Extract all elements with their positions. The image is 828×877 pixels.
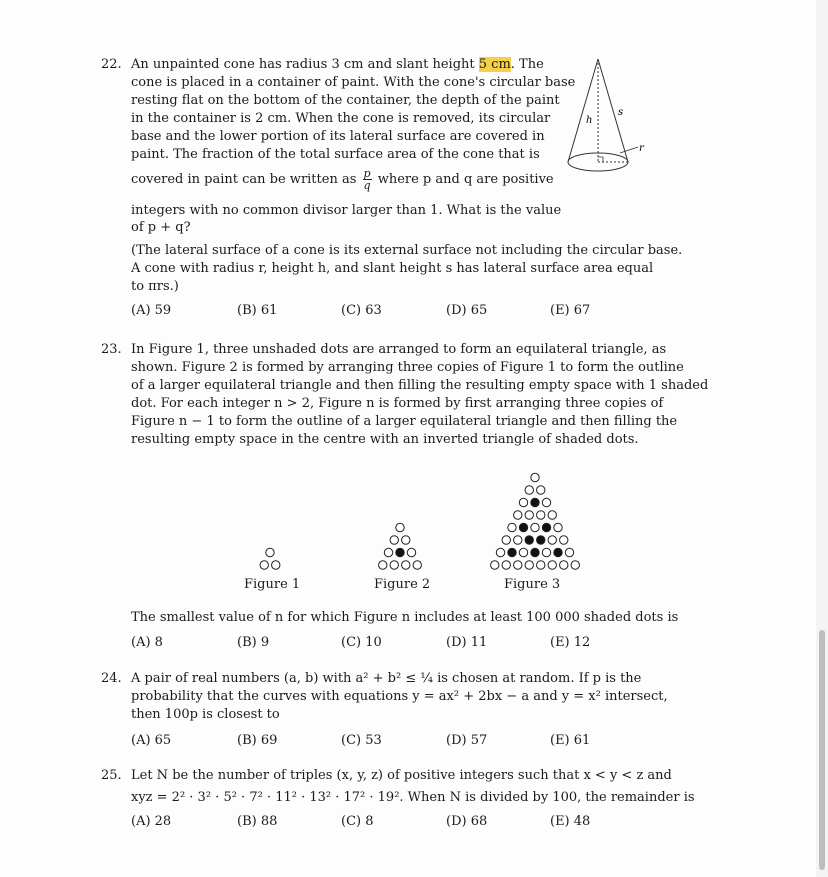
question-text-line: A pair of real numbers (a, b) with a² + b² ≤ ¼ is chosen at random. If p is the [131, 671, 642, 686]
question-text-line: Figure n − 1 to form the outline of a larger equilateral triangle and then filling the [131, 414, 678, 429]
unshaded-dot [384, 548, 392, 556]
question-number: 22. [101, 57, 122, 72]
unshaded-dot [554, 523, 562, 531]
choice-a: (A) 59 [131, 303, 172, 318]
unshaded-dot [407, 548, 415, 556]
unshaded-dot [548, 561, 556, 569]
question-text-line: cone is placed in a container of paint. With the cone's circular base [131, 75, 576, 90]
question-text-line: covered in paint can be written as $\frac{p}{q}$ where p and q are positive [131, 167, 554, 192]
question-text-line: to πrs.) [131, 279, 179, 294]
unshaded-dot [525, 511, 533, 519]
unshaded-dot [531, 523, 539, 531]
choice-b: (B) 61 [237, 303, 278, 318]
shaded-dot [508, 548, 516, 556]
unshaded-dot [519, 548, 527, 556]
unshaded-dot [514, 536, 522, 544]
cone-edge-right [598, 59, 628, 162]
question-text-line: The smallest value of n for which Figure n includes at least 100 000 shaded dots is [131, 610, 679, 625]
figure-1-label: Figure 1 [244, 577, 301, 592]
unshaded-dot [525, 486, 533, 494]
unshaded-dot [548, 536, 556, 544]
unshaded-dot [496, 548, 504, 556]
question-text-line: xyz = 2² · 3² · 5² · 7² · 11² · 13² · 17² · 19². When N is divided by 100, the remainder is [131, 790, 695, 805]
shaded-dot [531, 498, 539, 506]
choice-e: (E) 12 [550, 635, 591, 650]
unshaded-dot [537, 561, 545, 569]
choice-e: (E) 61 [550, 733, 591, 748]
shaded-dot [396, 548, 404, 556]
unshaded-dot [531, 473, 539, 481]
question-text-line: dot. For each integer n > 2, Figure n is formed by first arranging three copies of [131, 396, 664, 411]
unshaded-dot [508, 523, 516, 531]
question-text-line: shown. Figure 2 is formed by arranging three copies of Figure 1 to form the outline [131, 360, 684, 375]
fraction-p-over-q: $\frac{p}{q}$ [363, 167, 371, 192]
question-text-line: integers with no common divisor larger than 1. What is the value [131, 203, 562, 218]
question-number: 24. [101, 671, 122, 686]
question-text-line: Let N be the number of triples (x, y, z) of positive integers such that x < y < z and [131, 768, 672, 783]
scrollbar[interactable] [816, 0, 828, 877]
shaded-dot [519, 523, 527, 531]
cone-diagram [560, 55, 650, 185]
unshaded-dot [537, 511, 545, 519]
question-number: 25. [101, 768, 122, 783]
answer-choices [131, 303, 671, 321]
unshaded-dot [548, 511, 556, 519]
unshaded-dot [402, 536, 410, 544]
unshaded-dot [519, 498, 527, 506]
question-text-line: of a larger equilateral triangle and then filling the resulting empty space with 1 shaded [131, 378, 709, 393]
dot-figures [230, 460, 620, 580]
unshaded-dot [502, 536, 510, 544]
choice-b: (B) 69 [237, 733, 278, 748]
label-s: s [618, 107, 624, 118]
question-text-line: resting flat on the bottom of the container, the depth of the paint [131, 93, 560, 108]
answer-choices [131, 814, 671, 832]
unshaded-dot [514, 511, 522, 519]
unshaded-dot [537, 486, 545, 494]
answer-choices [131, 733, 671, 751]
answer-choices [131, 635, 671, 653]
scrollbar-thumb[interactable] [819, 630, 825, 870]
unshaded-dot [396, 523, 404, 531]
radius-pointer [620, 147, 638, 153]
question-text-line: (The lateral surface of a cone is its external surface not including the circular base. [131, 243, 683, 258]
question-text-line: paint. The fraction of the total surface area of the cone that is [131, 147, 540, 162]
shaded-dot [542, 523, 550, 531]
choice-a: (A) 28 [131, 814, 172, 829]
choice-e: (E) 48 [550, 814, 591, 829]
unshaded-dot [514, 561, 522, 569]
question-text-line: resulting empty space in the centre with an inverted triangle of shaded dots. [131, 432, 639, 447]
choice-d: (D) 57 [446, 733, 488, 748]
unshaded-dot [390, 536, 398, 544]
choice-c: (C) 53 [341, 733, 382, 748]
unshaded-dot [260, 561, 268, 569]
choice-a: (A) 65 [131, 733, 172, 748]
question-text-line: in the container is 2 cm. When the cone is removed, its circular [131, 111, 551, 126]
choice-c: (C) 10 [341, 635, 382, 650]
unshaded-dot [560, 536, 568, 544]
question-text-line: of p + q? [131, 220, 191, 235]
unshaded-dot [502, 561, 510, 569]
unshaded-dot [491, 561, 499, 569]
choice-e: (E) 67 [550, 303, 591, 318]
shaded-dot [531, 548, 539, 556]
choice-b: (B) 9 [237, 635, 270, 650]
question-text-line: probability that the curves with equations y = ax² + 2bx − a and y = x² intersect, [131, 689, 668, 704]
shaded-dot [525, 536, 533, 544]
shaded-dot [554, 548, 562, 556]
choice-d: (D) 65 [446, 303, 488, 318]
choice-c: (C) 63 [341, 303, 382, 318]
label-h: h [586, 115, 593, 126]
right-angle-mark [598, 157, 603, 162]
question-text-line: base and the lower portion of its lateral surface are covered in [131, 129, 545, 144]
unshaded-dot [571, 561, 579, 569]
choice-d: (D) 68 [446, 814, 488, 829]
choice-c: (C) 8 [341, 814, 374, 829]
question-text-line: A cone with radius r, height h, and slant height s has lateral surface area equal [131, 261, 654, 276]
unshaded-dot [525, 561, 533, 569]
shaded-dot [537, 536, 545, 544]
unshaded-dot [542, 498, 550, 506]
choice-a: (A) 8 [131, 635, 163, 650]
question-text-line: In Figure 1, three unshaded dots are arranged to form an equilateral triangle, as [131, 342, 667, 357]
unshaded-dot [402, 561, 410, 569]
question-text-line: then 100p is closest to [131, 707, 280, 722]
choice-b: (B) 88 [237, 814, 278, 829]
question-number: 23. [101, 342, 122, 357]
figure-3-label: Figure 3 [504, 577, 561, 592]
unshaded-dot [560, 561, 568, 569]
question-text-line: An unpainted cone has radius 3 cm and slant height 5 cm. The [131, 57, 544, 72]
cone-edge-left [568, 59, 598, 162]
unshaded-dot [413, 561, 421, 569]
highlighted-text: 5 cm [478, 57, 511, 72]
figure-2-label: Figure 2 [374, 577, 431, 592]
unshaded-dot [390, 561, 398, 569]
unshaded-dot [542, 548, 550, 556]
choice-d: (D) 11 [446, 635, 488, 650]
unshaded-dot [272, 561, 280, 569]
unshaded-dot [266, 548, 274, 556]
unshaded-dot [379, 561, 387, 569]
unshaded-dot [565, 548, 573, 556]
label-r: r [639, 143, 644, 154]
